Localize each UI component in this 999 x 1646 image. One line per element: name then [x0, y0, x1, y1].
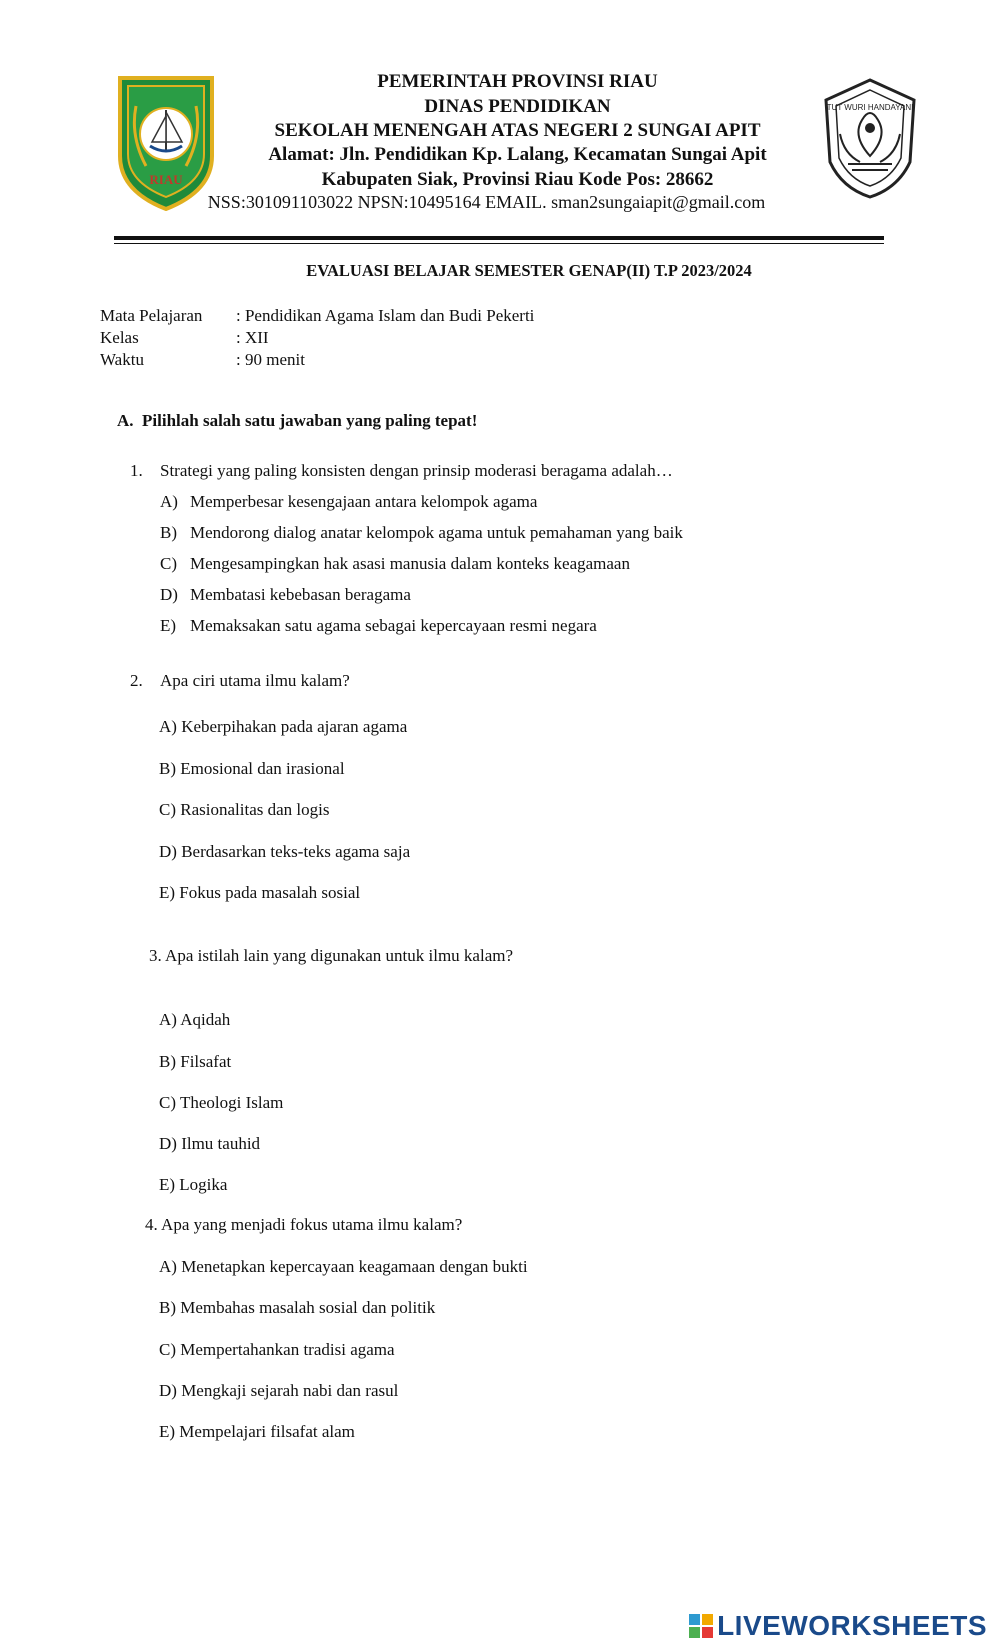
section-letter: A. [117, 411, 134, 430]
liveworksheets-logo-icon [689, 1613, 713, 1637]
option-text: Memaksakan satu agama sebagai kepercayaan resmi negara [190, 616, 597, 635]
option-letter: A) [160, 492, 178, 511]
q1-option-a[interactable] [160, 492, 537, 512]
header-government: PEMERINTAH PROVINSI RIAU [377, 71, 658, 92]
q4-option-a[interactable]: A) Menetapkan kepercayaan keagamaan dengan bukti [159, 1257, 528, 1276]
q4-option-e[interactable]: E) Mempelajari filsafat alam [159, 1422, 355, 1441]
q4-option-c[interactable]: C) Mempertahankan tradisi agama [159, 1340, 395, 1359]
header-address: Alamat: Jln. Pendidikan Kp. Lalang, Kecamatan Sungai Apit [268, 144, 767, 165]
header-region: Kabupaten Siak, Provinsi Riau Kode Pos: 28662 [321, 169, 714, 190]
option-text: Membatasi kebebasan beragama [190, 585, 411, 604]
section-text: Pilihlah salah satu jawaban yang paling tepat! [142, 411, 478, 430]
q1-option-b[interactable] [160, 523, 683, 543]
q2-option-e[interactable]: E) Fokus pada masalah sosial [159, 883, 361, 902]
q3-option-c[interactable]: C) Theologi Islam [159, 1093, 284, 1112]
liveworksheets-brand [689, 1610, 987, 1642]
question-1 [130, 461, 673, 481]
q2-option-b[interactable]: B) Emosional dan irasional [159, 759, 345, 778]
brand-text: LIVEWORKSHEETS [717, 1610, 987, 1641]
q1-option-d[interactable] [160, 585, 411, 605]
svg-text:TUT WURI HANDAYANI: TUT WURI HANDAYANI [826, 103, 914, 112]
header-department: DINAS PENDIDIKAN [424, 96, 611, 117]
option-letter: D) [160, 585, 178, 604]
q1-option-c[interactable] [160, 554, 630, 574]
question-number: 1. [130, 461, 143, 480]
option-text: Memperbesar kesengajaan antara kelompok agama [190, 492, 538, 511]
meta-label-class: Kelas [100, 328, 139, 347]
option-letter: C) [160, 554, 177, 573]
svg-text:RIAU: RIAU [149, 172, 183, 187]
q4-option-b[interactable]: B) Membahas masalah sosial dan politik [159, 1298, 436, 1317]
meta-label-subject: Mata Pelajaran [100, 306, 203, 325]
option-letter: E) [160, 616, 177, 635]
header-divider-thin [114, 243, 884, 244]
question-text: Strategi yang paling konsisten dengan prinsip moderasi beragama adalah… [160, 461, 673, 480]
q2-option-c[interactable]: C) Rasionalitas dan logis [159, 800, 330, 819]
question-number: 2. [130, 671, 143, 690]
q3-option-e[interactable]: E) Logika [159, 1175, 228, 1194]
q3-option-b[interactable]: B) Filsafat [159, 1052, 232, 1071]
section-instruction [117, 411, 477, 431]
header-school-name: SEKOLAH MENENGAH ATAS NEGERI 2 SUNGAI APIT [274, 120, 761, 141]
question-2 [130, 671, 350, 691]
header-divider-thick [114, 236, 884, 240]
question-3: 3. Apa istilah lain yang digunakan untuk ilmu kalam? [149, 946, 514, 965]
q4-option-d[interactable]: D) Mengkaji sejarah nabi dan rasul [159, 1381, 399, 1400]
meta-value-subject: : Pendidikan Agama Islam dan Budi Pekerti [236, 306, 535, 325]
q1-option-e[interactable] [160, 616, 597, 636]
question-4: 4. Apa yang menjadi fokus utama ilmu kalam? [145, 1215, 463, 1234]
meta-value-time: : 90 menit [236, 350, 305, 369]
q3-option-d[interactable]: D) Ilmu tauhid [159, 1134, 261, 1153]
exam-title: EVALUASI BELAJAR SEMESTER GENAP(II) T.P 2023/2024 [306, 261, 752, 280]
meta-label-time: Waktu [100, 350, 144, 369]
q3-option-a[interactable]: A) Aqidah [159, 1010, 231, 1029]
meta-value-class: : XII [236, 328, 269, 347]
option-letter: B) [160, 523, 177, 542]
header-contact: NSS:301091103022 NPSN:10495164 EMAIL. sman2sungaiapit@gmail.com [207, 192, 766, 212]
q2-option-d[interactable]: D) Berdasarkan teks-teks agama saja [159, 842, 411, 861]
option-text: Mendorong dialog anatar kelompok agama untuk pemahaman yang baik [190, 523, 683, 542]
option-text: Mengesampingkan hak asasi manusia dalam konteks keagamaan [190, 554, 630, 573]
q2-option-a[interactable]: A) Keberpihakan pada ajaran agama [159, 717, 408, 736]
question-text: Apa ciri utama ilmu kalam? [160, 671, 350, 690]
